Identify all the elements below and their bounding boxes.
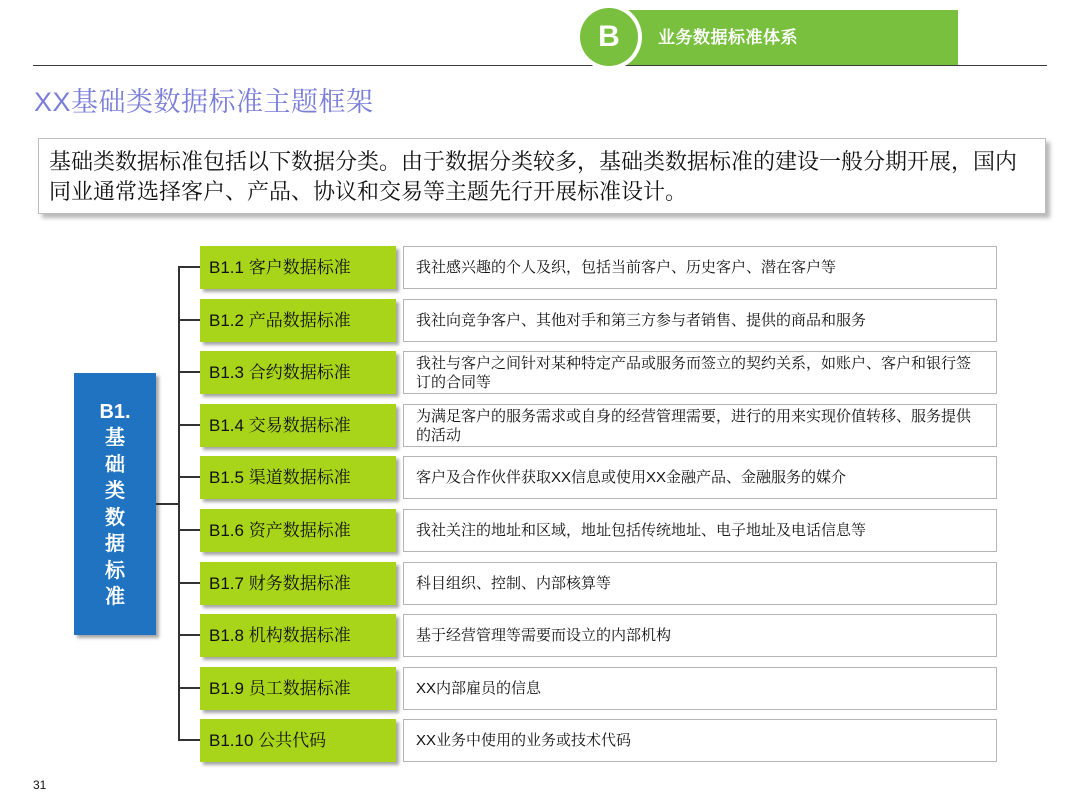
section-header-bar — [618, 10, 958, 65]
description-text: 我社关注的地址和区域，地址包括传统地址、电子地址及电话信息等 — [416, 522, 867, 539]
intro-text-box: 基础类数据标准包括以下数据分类。由于数据分类较多，基础类数据标准的建设一般分期开展，国内同业通常选择客户、产品、协议和交易等主题先行开展标准设计。 — [38, 138, 1046, 214]
category-box-b1-1: B1.1 客户数据标准 — [200, 246, 396, 289]
description-text: 我社与客户之间针对某种特定产品或服务而签立的契约关系，如账户、客户和银行签订的合同等 — [416, 354, 972, 391]
description-box-b1-3 — [403, 351, 997, 394]
description-text: 客户及合作伙伴获取XX信息或使用XX金融产品、金融服务的媒介 — [416, 469, 847, 486]
category-box-b1-2: B1.2 产品数据标准 — [200, 299, 396, 342]
category-box-b1-8: B1.8 机构数据标准 — [200, 614, 396, 657]
tree-connector-link — [156, 503, 178, 505]
description-box-b1-6 — [403, 509, 997, 552]
category-box-b1-6: B1.6 资产数据标准 — [200, 509, 396, 552]
description-box-b1-7 — [403, 562, 997, 605]
main-category-code: B1. — [99, 401, 131, 423]
tree-branch — [178, 476, 200, 478]
category-box-b1-5: B1.5 渠道数据标准 — [200, 456, 396, 499]
category-box-b1-7: B1.7 财务数据标准 — [200, 562, 396, 605]
tree-branch — [178, 529, 200, 531]
category-box-b1-10: B1.10 公共代码 — [200, 719, 396, 762]
description-box-b1-5 — [403, 456, 997, 499]
description-text: 我社感兴趣的个人及织，包括当前客户、历史客户、潜在客户等 — [416, 259, 837, 276]
tree-branch — [178, 687, 200, 689]
tree-branch — [178, 371, 200, 373]
tree-branch — [178, 266, 200, 268]
page-title: XX基础类数据标准主题框架 — [34, 87, 374, 117]
main-category-label — [74, 373, 156, 635]
tree-connector-stem — [178, 266, 180, 740]
description-text: XX内部雇员的信息 — [416, 680, 542, 697]
section-badge: B — [580, 8, 638, 66]
page-number: 31 — [33, 778, 47, 792]
description-box-b1-1 — [403, 246, 997, 289]
header-rule — [33, 65, 1047, 66]
category-box-b1-4: B1.4 交易数据标准 — [200, 404, 396, 447]
section-title: 业务数据标准体系 — [658, 28, 798, 47]
category-box-b1-3: B1.3 合约数据标准 — [200, 351, 396, 394]
tree-branch — [178, 424, 200, 426]
category-box-b1-9: B1.9 员工数据标准 — [200, 667, 396, 710]
tree-branch — [178, 582, 200, 584]
description-box-b1-9 — [403, 667, 997, 710]
description-text: 为满足客户的服务需求或自身的经营管理需要，进行的用来实现价值转移、服务提供的活动 — [416, 407, 972, 444]
description-box-b1-8 — [403, 614, 997, 657]
tree-branch — [178, 739, 200, 741]
description-text: XX业务中使用的业务或技术代码 — [416, 732, 632, 749]
description-text: 科目组织、控制、内部核算等 — [416, 575, 612, 592]
description-text: 我社向竞争客户、其他对手和第三方参与者销售、提供的商品和服务 — [416, 312, 867, 329]
description-box-b1-2 — [403, 299, 997, 342]
description-box-b1-10 — [403, 719, 997, 762]
tree-branch — [178, 319, 200, 321]
tree-branch — [178, 634, 200, 636]
description-box-b1-4 — [403, 404, 997, 447]
description-text: 基于经营管理等需要而设立的内部机构 — [416, 627, 672, 644]
main-category-name: 基础类数据标准 — [105, 427, 125, 608]
